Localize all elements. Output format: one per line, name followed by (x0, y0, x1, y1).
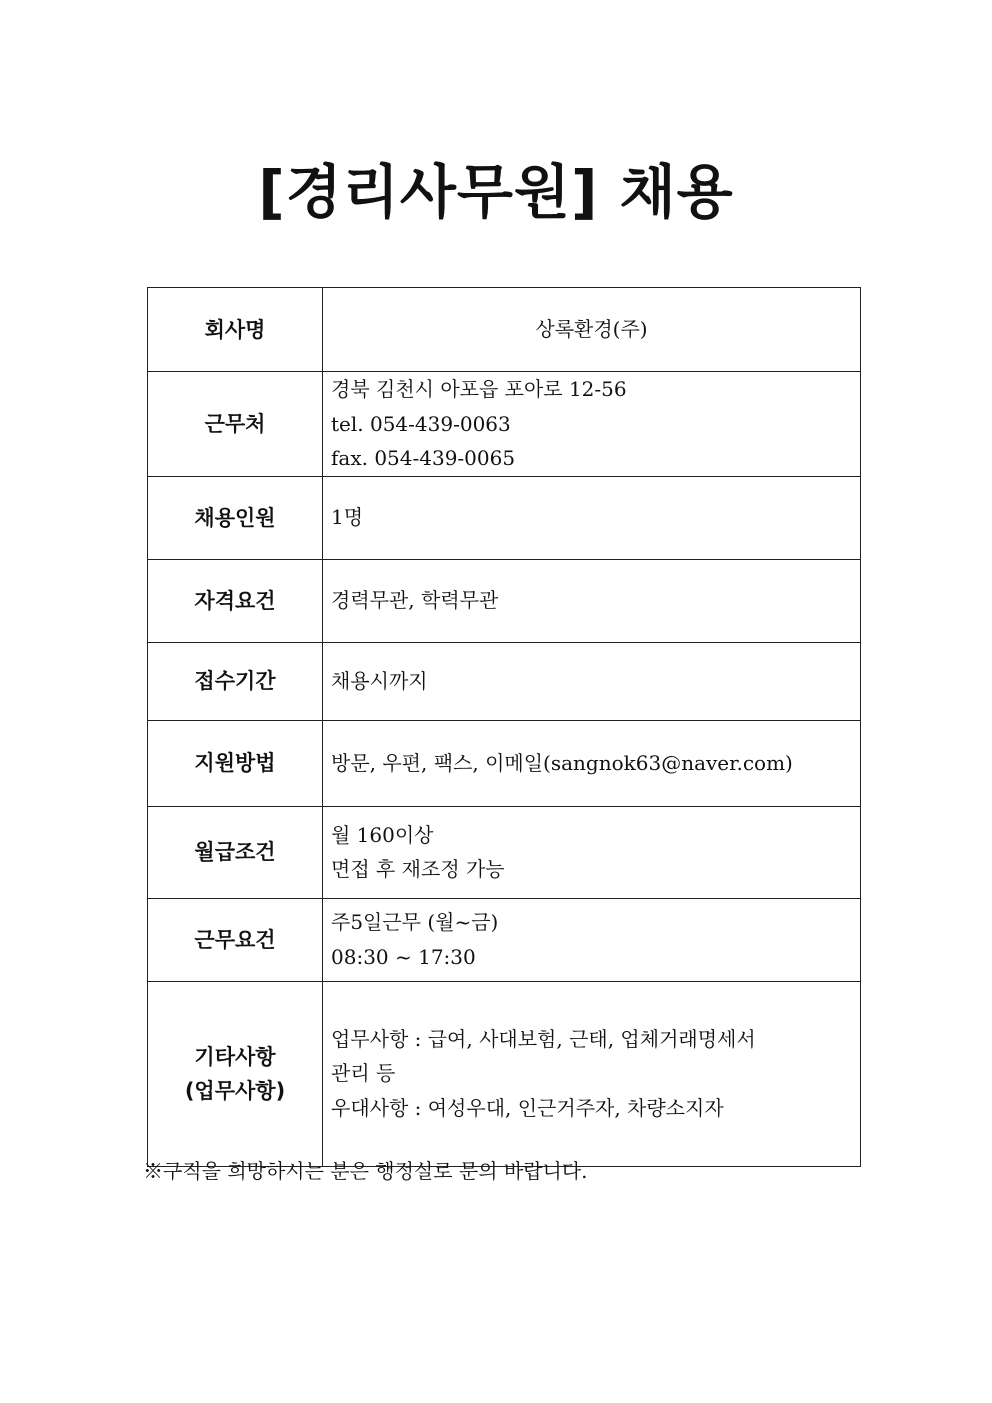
table-row-qualification (148, 559, 861, 642)
apply-method-text: 방문, 우편, 팩스, 이메일(sangnok63@naver.com) (331, 750, 793, 775)
value-etc (323, 981, 861, 1166)
company-name: 상록환경(주) (535, 317, 648, 342)
label-salary: 월급조건 (148, 806, 323, 898)
value-apply-method (323, 720, 861, 806)
label-workplace: 근무처 (148, 372, 323, 477)
workplace-tel: tel. 054-439-0063 (331, 411, 511, 436)
value-company (323, 288, 861, 372)
salary-line-2: 면접 후 재조정 가능 (331, 857, 505, 881)
page-title: [경리사무원] 채용 (258, 158, 734, 226)
value-work-conditions (323, 898, 861, 981)
label-company: 회사명 (148, 288, 323, 372)
value-qualification (323, 559, 861, 642)
workplace-address: 경북 김천시 아포읍 포아로 12-56 (331, 377, 627, 401)
table-row-company (148, 288, 861, 372)
table-row-apply-method (148, 720, 861, 806)
duties-line-2: 관리 등 (331, 1061, 396, 1086)
table-row-period (148, 642, 861, 720)
value-workplace (323, 372, 861, 477)
label-headcount: 채용인원 (148, 476, 323, 559)
job-info-table (147, 287, 861, 1167)
label-apply-method: 지원방법 (148, 720, 323, 806)
label-etc-line-2: (업무사항) (184, 1078, 286, 1103)
value-period (323, 642, 861, 720)
table-row-headcount (148, 476, 861, 559)
label-etc-line-1: 기타사항 (194, 1044, 276, 1069)
duties-line-1: 업무사항 : 급여, 사대보험, 근태, 업체거래명세서 (331, 1026, 756, 1051)
value-salary (323, 806, 861, 898)
preference-line: 우대사항 : 여성우대, 인근거주자, 차량소지자 (331, 1095, 724, 1120)
footnote: ※구직을 희망하시는 분은 행정실로 문의 바랍니다. (143, 1159, 588, 1183)
workplace-fax: fax. 054-439-0065 (331, 446, 516, 470)
period-text: 채용시까지 (331, 668, 428, 693)
label-qualification: 자격요건 (148, 559, 323, 642)
work-days: 주5일근무 (월~금) (331, 910, 499, 934)
work-hours: 08:30 ~ 17:30 (331, 944, 476, 969)
table-row-salary (148, 806, 861, 898)
qualification-text: 경력무관, 학력무관 (331, 588, 499, 613)
salary-line-1: 월 160이상 (331, 822, 434, 847)
label-period: 접수기간 (148, 642, 323, 720)
table-row-etc (148, 981, 861, 1166)
headcount-text: 1명 (331, 505, 364, 530)
table-row-work-conditions (148, 898, 861, 981)
label-etc (148, 981, 323, 1166)
table-row-workplace (148, 372, 861, 477)
value-headcount (323, 476, 861, 559)
label-work-conditions: 근무요건 (148, 898, 323, 981)
